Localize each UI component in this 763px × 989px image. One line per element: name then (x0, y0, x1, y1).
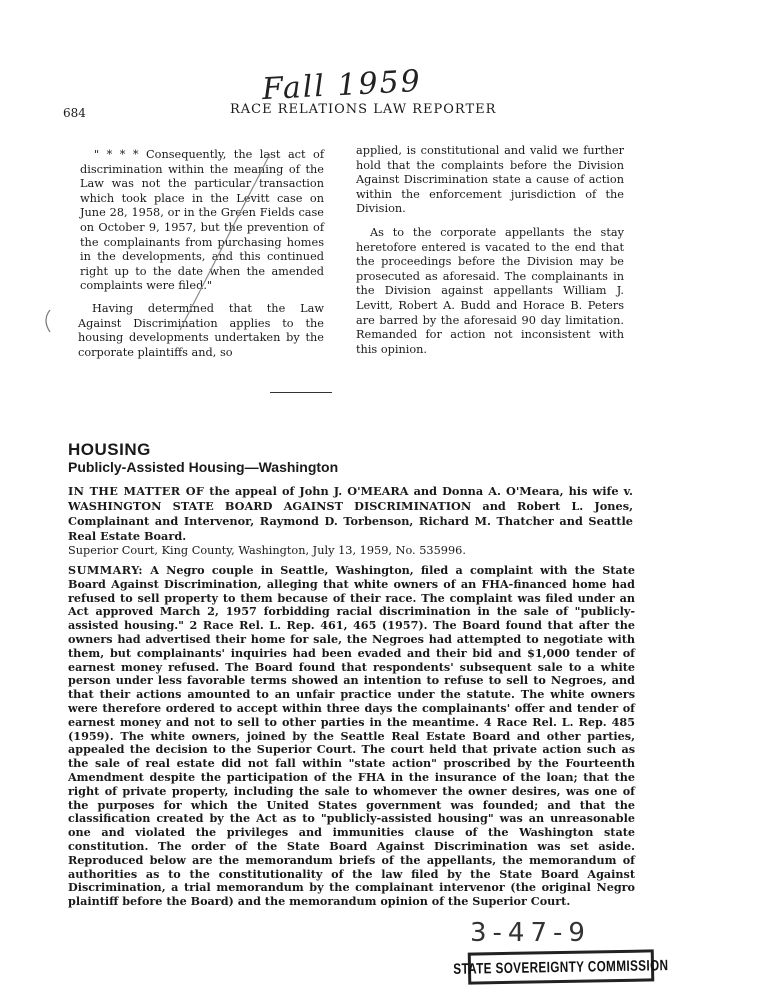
case-summary (68, 564, 635, 909)
right-column-paragraph-1: applied, is constitutional and valid we further hold that the complaints before the Division Against Discrimination state a cause of action within the enforcement jurisdiction of the Division. (356, 144, 624, 216)
page-number: 684 (63, 106, 86, 120)
section-divider (270, 392, 332, 393)
left-column-paragraph: Having determined that the Law Against Discrimination applies to the housing developments undertaken by the corporate plaintiffs and, so (78, 301, 324, 359)
court-citation: Superior Court, King County, Washington, July 13, 1959, No. 535996. (68, 544, 466, 557)
running-head: RACE RELATIONS LAW REPORTER (230, 102, 497, 117)
stamp-text: STATE SOVEREIGNTY COMMISSION (453, 956, 669, 978)
case-caption (68, 484, 633, 544)
section-subtitle: Publicly-Assisted Housing—Washington (68, 459, 339, 475)
section-title: HOUSING (68, 440, 151, 459)
summary-label: SUMMARY: (68, 563, 143, 577)
case-caption-parties: the appeal of John J. O'MEARA and Donna A. O'Meara, his wife v. WASHINGTON STATE BOARD AGAINST DISCRIMINATION and Robert L. Jones, Complainant and Intervenor, Raymond D. Torbenson, Richard M. Thatcher and Seattle Real Estate Board. (68, 484, 633, 543)
commission-stamp (453, 949, 669, 984)
summary-text: A Negro couple in Seattle, Washington, filed a complaint with the State Board Against Discrimination, alleging that white owners of an FHA-financed home had refused to sell property to them because of their race. The complaint was filed under an Act approved March 2, 1957 forbidding racial discrimination in the sale of "publicly-assisted housing." 2 Race Rel. L. Rep. 461, 465 (1957). The Board found that after the owners had advertised their home for sale, the Negroes had attempted to negotiate with them, but complainants' inquiries had been evaded and their bid and $1,000 tender of earnest money refused. The Board found that respondents' subsequent sale to a white person under less favorable terms showed an intention to refuse to sell to Negroes, and that their actions amounted to an unfair practice under the statute. The white owners were therefore ordered to accept within three days the complainants' offer and tender of earnest money and not to sell to other parties in the meantime. 4 Race Rel. L. Rep. 485 (1959). The white owners, joined by the Seattle Real Estate Board and other parties, appealed the decision to the Superior Court. The court held that private action such as the sale of real estate did not fall within "state action" proscribed by the Fourteenth Amendment despite the participation of the FHA in the insurance of the loan; that the right of private property, including the sale to whomever the owner desires, was one of the purposes for which the United States government was founded; and that the classification created by the Act as to "publicly-assisted housing" was an unreasonable one and violated the privileges and immunities clause of the Washington state constitution. The order of the State Board Against Discrimination was set aside. Reproduced below are the memorandum briefs of the appellants, the memorandum of authorities as to the constitutionality of the law filed by the State Board Against Discrimination, a trial memorandum by the complainant intervenor (the original Negro plaintiff before the Board) and the memorandum opinion of the Superior Court. (68, 563, 635, 909)
quoted-passage: " * * * Consequently, the last act of discrimination within the meaning of the Law was not the particular transaction which took place in the Levitt case on June 28, 1958, or in the Green Fields case on October 9, 1957, but the prevention of the complainants from purchasing homes in the developments, and this continued right up to the date when the amended complaints were filed." (80, 148, 324, 293)
right-column (356, 144, 624, 357)
handwritten-date-note: Fall 1959 (261, 63, 423, 108)
pencil-mark-lines (40, 140, 380, 340)
stamp-file-number: 3-47-9 (470, 918, 591, 948)
right-column-paragraph-2: As to the corporate appellants the stay heretofore entered is vacated to the end that the proceedings before the Division may be prosecuted as aforesaid. The complainants in the Division against appellants William J. Levitt, Robert A. Budd and Horace B. Peters are barred by the aforesaid 90 day limitation. Remanded for action not inconsistent with this opinion. (356, 225, 624, 356)
case-caption-lead: IN THE MATTER OF (68, 484, 205, 498)
